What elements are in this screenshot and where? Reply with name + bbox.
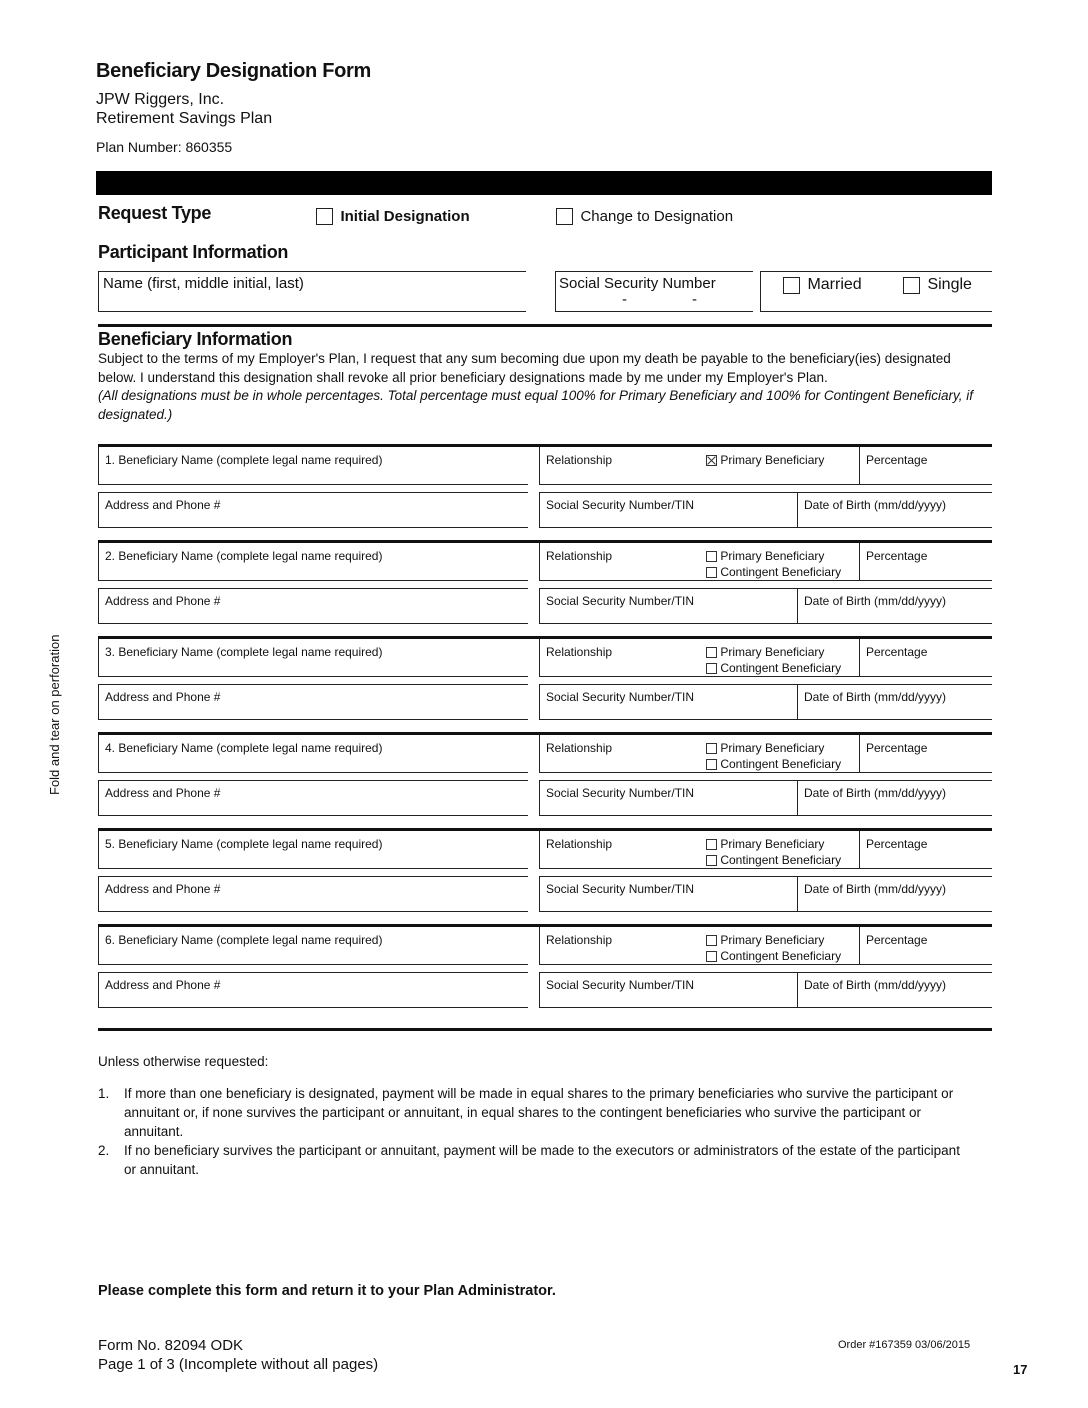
date-of-birth-label: Date of Birth (mm/dd/yyyy) bbox=[804, 690, 947, 704]
address-phone-field[interactable] bbox=[98, 876, 528, 912]
form-number: Form No. 82094 ODK bbox=[98, 1337, 244, 1354]
section-divider-bottom bbox=[98, 1028, 992, 1031]
primary-beneficiary-label: Primary Beneficiary bbox=[720, 645, 825, 659]
ssn-tin-label: Social Security Number/TIN bbox=[546, 498, 695, 512]
ssn-tin-label: Social Security Number/TIN bbox=[546, 882, 695, 896]
relationship-label: Relationship bbox=[546, 453, 613, 467]
page-indicator: Page 1 of 3 (Incomplete without all pages) bbox=[98, 1356, 379, 1373]
beneficiary-name-label: 4. Beneficiary Name (complete legal name required) bbox=[105, 741, 383, 755]
contingent-beneficiary-checkbox[interactable] bbox=[706, 567, 717, 578]
row-separator bbox=[98, 492, 528, 493]
relationship-field[interactable] bbox=[539, 831, 859, 869]
note-2-number: 2. bbox=[98, 1143, 110, 1158]
primary-beneficiary-label: Primary Beneficiary bbox=[720, 741, 825, 755]
primary-beneficiary-option[interactable] bbox=[706, 837, 824, 851]
date-of-birth-label: Date of Birth (mm/dd/yyyy) bbox=[804, 882, 947, 896]
percentage-label: Percentage bbox=[866, 741, 928, 755]
beneficiary-name-field[interactable] bbox=[98, 927, 528, 965]
beneficiary-percentage-note: (All designations must be in whole percentages. Total percentage must equal 100% for Primary Beneficiary and 100% for Contingent Beneficiary, if designated.) bbox=[98, 388, 973, 422]
relationship-field[interactable] bbox=[539, 543, 859, 581]
note-2-text: If no beneficiary survives the participant or annuitant, payment will be made to the executors or administrators of the estate of the participant or annuitant. bbox=[124, 1143, 960, 1177]
ssn-tin-field[interactable] bbox=[539, 876, 797, 912]
address-phone-field[interactable] bbox=[98, 588, 528, 624]
beneficiary-name-label: 5. Beneficiary Name (complete legal name required) bbox=[105, 837, 383, 851]
beneficiary-name-field[interactable] bbox=[98, 639, 528, 677]
participant-ssn-label: Social Security Number bbox=[559, 275, 716, 292]
beneficiary-name-label: 3. Beneficiary Name (complete legal name required) bbox=[105, 645, 383, 659]
change-designation-option[interactable] bbox=[556, 208, 733, 226]
ssn-tin-label: Social Security Number/TIN bbox=[546, 786, 695, 800]
relationship-field[interactable] bbox=[539, 927, 859, 965]
beneficiary-info-heading: Beneficiary Information bbox=[98, 329, 293, 349]
contingent-beneficiary-label: Contingent Beneficiary bbox=[720, 853, 842, 867]
beneficiary-terms: Subject to the terms of my Employer's Plan, I request that any sum becoming due upon my death be payable to the beneficiary(ies) designated below. I understand this designation shall revoke all prior beneficiary designations made by me under my Employer's Plan. bbox=[98, 351, 951, 385]
note-1-text: If more than one beneficiary is designated, payment will be made in equal shares to the primary beneficiaries who survive the participant or annuitant or, if none survives the participant or annuitant, in equal shares to the contingent beneficiaries who survive the participant or annuitant. bbox=[124, 1086, 954, 1139]
primary-beneficiary-checkbox[interactable] bbox=[706, 647, 717, 658]
beneficiary-name-field[interactable] bbox=[98, 735, 528, 773]
single-label: Single bbox=[927, 276, 972, 293]
order-number: Order #167359 03/06/2015 bbox=[838, 1339, 971, 1351]
relationship-field[interactable] bbox=[539, 735, 859, 773]
percentage-field[interactable] bbox=[859, 543, 992, 581]
relationship-field[interactable] bbox=[539, 447, 859, 485]
percentage-field[interactable] bbox=[859, 447, 992, 485]
beneficiary-name-label: 2. Beneficiary Name (complete legal name required) bbox=[105, 549, 383, 563]
contingent-beneficiary-option[interactable] bbox=[706, 853, 841, 867]
contingent-beneficiary-label: Contingent Beneficiary bbox=[720, 565, 842, 579]
initial-designation-label: Initial Designation bbox=[340, 208, 470, 226]
contingent-beneficiary-label: Contingent Beneficiary bbox=[720, 757, 842, 771]
contingent-beneficiary-label: Contingent Beneficiary bbox=[720, 949, 842, 963]
contingent-beneficiary-checkbox[interactable] bbox=[706, 663, 717, 674]
contingent-beneficiary-option[interactable] bbox=[706, 661, 841, 675]
percentage-field[interactable] bbox=[859, 735, 992, 773]
single-checkbox[interactable] bbox=[903, 277, 920, 294]
contingent-beneficiary-checkbox[interactable] bbox=[706, 759, 717, 770]
married-checkbox[interactable] bbox=[783, 277, 800, 294]
row-separator bbox=[98, 588, 528, 589]
row-separator bbox=[98, 876, 528, 877]
percentage-label: Percentage bbox=[866, 645, 928, 659]
percentage-label: Percentage bbox=[866, 453, 928, 467]
beneficiary-name-label: 1. Beneficiary Name (complete legal name required) bbox=[105, 453, 383, 467]
ssn-tin-field[interactable] bbox=[539, 588, 797, 624]
primary-beneficiary-checkbox[interactable] bbox=[706, 743, 717, 754]
ssn-tin-field[interactable] bbox=[539, 684, 797, 720]
primary-beneficiary-label: Primary Beneficiary bbox=[720, 933, 825, 947]
address-phone-field[interactable] bbox=[98, 492, 528, 528]
address-phone-field[interactable] bbox=[98, 684, 528, 720]
change-designation-label: Change to Designation bbox=[580, 208, 734, 226]
beneficiary-name-field[interactable] bbox=[98, 447, 528, 485]
contingent-beneficiary-option[interactable] bbox=[706, 949, 841, 963]
contingent-beneficiary-option[interactable] bbox=[706, 757, 841, 771]
header-bar bbox=[96, 171, 992, 195]
primary-beneficiary-checkbox[interactable] bbox=[706, 839, 717, 850]
date-of-birth-label: Date of Birth (mm/dd/yyyy) bbox=[804, 786, 947, 800]
date-of-birth-label: Date of Birth (mm/dd/yyyy) bbox=[804, 978, 947, 992]
address-phone-label: Address and Phone # bbox=[105, 498, 221, 512]
primary-beneficiary-label: Primary Beneficiary bbox=[720, 837, 825, 851]
contingent-beneficiary-checkbox[interactable] bbox=[706, 951, 717, 962]
initial-designation-checkbox[interactable] bbox=[316, 208, 333, 225]
primary-beneficiary-option[interactable] bbox=[706, 933, 824, 947]
participant-name-label: Name (first, middle initial, last) bbox=[103, 275, 304, 292]
relationship-label: Relationship bbox=[546, 837, 613, 851]
percentage-field[interactable] bbox=[859, 927, 992, 965]
date-of-birth-field[interactable] bbox=[797, 684, 992, 720]
plan-name: Retirement Savings Plan bbox=[96, 110, 273, 127]
primary-beneficiary-checkbox[interactable] bbox=[706, 455, 717, 466]
date-of-birth-field[interactable] bbox=[797, 588, 992, 624]
percentage-field[interactable] bbox=[859, 639, 992, 677]
note-1-number: 1. bbox=[98, 1086, 110, 1101]
ssn-tin-label: Social Security Number/TIN bbox=[546, 978, 695, 992]
company-name: JPW Riggers, Inc. bbox=[96, 91, 225, 108]
return-instruction: Please complete this form and return it to your Plan Administrator. bbox=[98, 1283, 556, 1299]
request-type-heading: Request Type bbox=[98, 203, 212, 223]
form-title: Beneficiary Designation Form bbox=[96, 60, 371, 82]
change-designation-checkbox[interactable] bbox=[556, 208, 573, 225]
ssn-tin-label: Social Security Number/TIN bbox=[546, 690, 695, 704]
notes-intro: Unless otherwise requested: bbox=[98, 1054, 269, 1069]
address-phone-label: Address and Phone # bbox=[105, 690, 221, 704]
date-of-birth-label: Date of Birth (mm/dd/yyyy) bbox=[804, 498, 947, 512]
beneficiary-name-field[interactable] bbox=[98, 543, 528, 581]
primary-beneficiary-checkbox[interactable] bbox=[706, 935, 717, 946]
participant-info-heading: Participant Information bbox=[98, 242, 289, 262]
ssn-tin-label: Social Security Number/TIN bbox=[546, 594, 695, 608]
row-separator bbox=[539, 684, 992, 685]
row-separator bbox=[539, 780, 992, 781]
single-option[interactable] bbox=[903, 276, 972, 294]
row-separator bbox=[539, 492, 992, 493]
ssn-tin-field[interactable] bbox=[539, 492, 797, 528]
page-number: 17 bbox=[1013, 1362, 1028, 1377]
percentage-field[interactable] bbox=[859, 831, 992, 869]
date-of-birth-field[interactable] bbox=[797, 780, 992, 816]
relationship-label: Relationship bbox=[546, 933, 613, 947]
primary-beneficiary-option[interactable] bbox=[706, 549, 824, 563]
primary-beneficiary-option[interactable] bbox=[706, 645, 824, 659]
date-of-birth-label: Date of Birth (mm/dd/yyyy) bbox=[804, 594, 947, 608]
relationship-label: Relationship bbox=[546, 741, 613, 755]
address-phone-field[interactable] bbox=[98, 780, 528, 816]
married-option[interactable] bbox=[783, 276, 862, 294]
address-phone-label: Address and Phone # bbox=[105, 978, 221, 992]
primary-beneficiary-option[interactable] bbox=[706, 453, 824, 467]
relationship-field[interactable] bbox=[539, 639, 859, 677]
ssn-separator-2: - bbox=[692, 291, 697, 308]
ssn-separator-1: - bbox=[622, 291, 627, 308]
percentage-label: Percentage bbox=[866, 837, 928, 851]
relationship-label: Relationship bbox=[546, 549, 613, 563]
participant-name-field[interactable] bbox=[98, 271, 526, 312]
marital-status-field bbox=[760, 271, 992, 312]
plan-number: Plan Number: 860355 bbox=[96, 139, 233, 155]
date-of-birth-field[interactable] bbox=[797, 876, 992, 912]
row-separator bbox=[539, 876, 992, 877]
row-separator bbox=[539, 972, 992, 973]
section-divider bbox=[98, 324, 992, 327]
contingent-beneficiary-option[interactable] bbox=[706, 565, 841, 579]
address-phone-label: Address and Phone # bbox=[105, 786, 221, 800]
ssn-tin-field[interactable] bbox=[539, 780, 797, 816]
address-phone-label: Address and Phone # bbox=[105, 882, 221, 896]
beneficiary-name-label: 6. Beneficiary Name (complete legal name required) bbox=[105, 933, 383, 947]
contingent-beneficiary-checkbox[interactable] bbox=[706, 855, 717, 866]
date-of-birth-field[interactable] bbox=[797, 492, 992, 528]
primary-beneficiary-label: Primary Beneficiary bbox=[720, 549, 825, 563]
relationship-label: Relationship bbox=[546, 645, 613, 659]
participant-ssn-field[interactable] bbox=[555, 271, 753, 312]
beneficiary-name-field[interactable] bbox=[98, 831, 528, 869]
married-label: Married bbox=[807, 276, 862, 293]
date-of-birth-field[interactable] bbox=[797, 972, 992, 1008]
row-separator bbox=[98, 684, 528, 685]
percentage-label: Percentage bbox=[866, 933, 928, 947]
contingent-beneficiary-label: Contingent Beneficiary bbox=[720, 661, 842, 675]
address-phone-field[interactable] bbox=[98, 972, 528, 1008]
row-separator bbox=[539, 588, 992, 589]
initial-designation-option[interactable] bbox=[316, 208, 470, 226]
row-separator bbox=[98, 972, 528, 973]
fold-instruction: Fold and tear on perforation bbox=[47, 634, 62, 795]
primary-beneficiary-option[interactable] bbox=[706, 741, 824, 755]
primary-beneficiary-checkbox[interactable] bbox=[706, 551, 717, 562]
primary-beneficiary-label: Primary Beneficiary bbox=[720, 453, 825, 467]
row-separator bbox=[98, 780, 528, 781]
ssn-tin-field[interactable] bbox=[539, 972, 797, 1008]
percentage-label: Percentage bbox=[866, 549, 928, 563]
address-phone-label: Address and Phone # bbox=[105, 594, 221, 608]
